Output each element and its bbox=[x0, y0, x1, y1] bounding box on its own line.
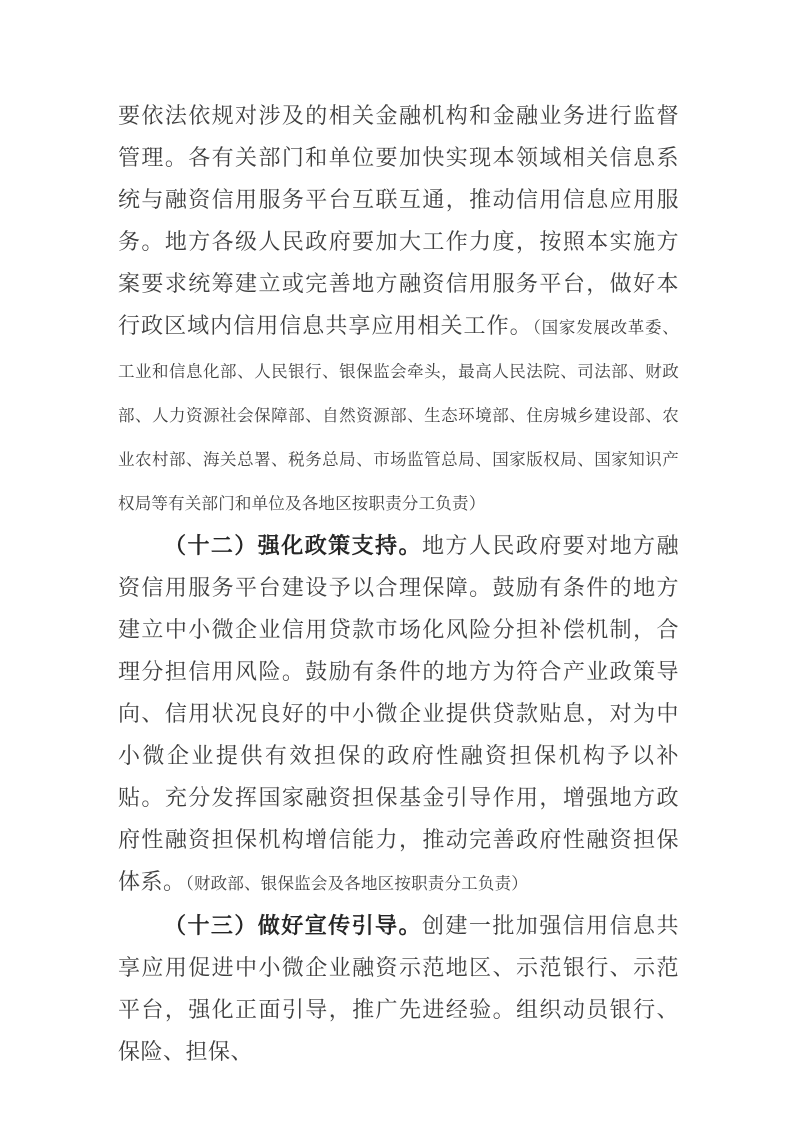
text-segment-body: 地方人民政府要对地方融资信用服务平台建设予以合理保障。鼓励有条件的地方建立中小微企业信用贷款市场化风险分担补偿机制，合理分担信用风险。鼓励有条件的地方为符合产业政策导向、信用状况良好的中小微企业提供贷款贴息，对为中小微企业提供有效担保的政府性融资担保机构予以补贴。充分发挥国家融资担保基金引导作用，增强地方政府性融资担保机构增信能力，推动完善政府性融资担保体系。 bbox=[118, 533, 679, 894]
text-segment-note: （财政部、银保监会及各地区按职责分工负责） bbox=[185, 874, 528, 893]
text-segment-head: （十三）做好宣传引导。 bbox=[164, 913, 422, 938]
text-segment-note: （国家发展改革委、工业和信息化部、人民银行、银保监会牵头，最高人民法院、司法部、财政部、人力资源社会保障部、自然资源部、生态环境部、住房城乡建设部、农业农村部、海关总署、税务总局、市场监管总局、国家版权局、国家知识产权局等有关部门和单位及各地区按职责分工负责） bbox=[118, 318, 679, 513]
document-body bbox=[118, 95, 679, 1073]
item-13-paragraph bbox=[118, 905, 679, 1073]
text-segment-head: （十二）强化政策支持。 bbox=[164, 533, 422, 558]
continuation-paragraph bbox=[118, 95, 679, 525]
text-segment-body: 要依法依规对涉及的相关金融机构和金融业务进行监督管理。各有关部门和单位要加快实现本领域相关信息系统与融资信用服务平台互联互通，推动信用信息应用服务。地方各级人民政府要加大工作力度，按照本实施方案要求统筹建立或完善地方融资信用服务平台，做好本行政区域内信用信息共享应用相关工作。 bbox=[118, 103, 679, 338]
item-12-paragraph bbox=[118, 525, 679, 905]
text-segment-body: 创建一批加强信用信息共享应用促进中小微企业融资示范地区、示范银行、示范平台，强化正面引导，推广先进经验。组织动员银行、保险、担保、 bbox=[118, 913, 679, 1064]
